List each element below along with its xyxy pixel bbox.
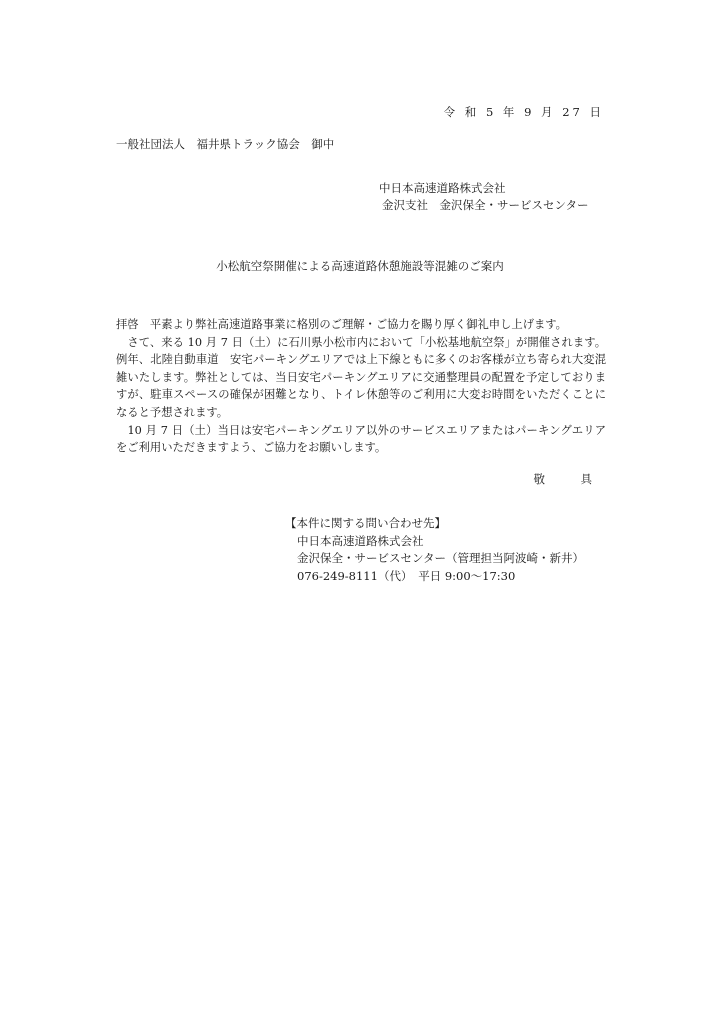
contact-phone: 076-249-8111（代） 平日 9:00～17:30 xyxy=(297,568,516,583)
letter-date: 令 和 5 年 9 月 27 日 xyxy=(443,105,604,119)
recipient: 一般社団法人 福井県トラック協会 御中 xyxy=(116,137,335,151)
body-paragraph-request: 10 月 7 日（土）当日は安宅パーキングエリア以外のサービスエリアまたはパーキングエリアをご利用いただきますよう、ご協力をお願いします。 xyxy=(116,423,606,455)
body-paragraph-greeting: 拝啓 平素より弊社高速道路事業に格別のご理解・ご協力を賜り厚く御礼申し上げます。 xyxy=(116,318,567,331)
letter-closing: 敬 具 xyxy=(533,472,604,486)
sender-office: 金沢支社 金沢保全・サービスセンター xyxy=(382,198,589,212)
contact-heading: 【本件に関する問い合わせ先】 xyxy=(285,516,446,530)
contact-block xyxy=(285,515,584,585)
letter-body xyxy=(116,316,606,457)
sender-company: 中日本高速道路株式会社 xyxy=(379,181,506,195)
sender-block xyxy=(379,180,589,214)
body-paragraph-main: さて、来る 10 月 7 日（土）に石川県小松市内において「小松基地航空祭」が開催されます。例年、北陸自動車道 安宅パーキングエリアでは上下線ともに多くのお客様が立ち寄られ大変混雑いたします。弊社としては、当日安宅パーキングエリアに交通整理員の配置を予定しておりますが、駐車スペースの確保が困難となり、トイレ休憩等のご利用に大変お時間をいただくことになると予想されます。 xyxy=(116,335,606,419)
contact-office: 金沢保全・サービスセンター（管理担当阿波崎・新井） xyxy=(297,551,585,565)
letter-subject: 小松航空祭開催による高速道路休憩施設等混雑のご案内 xyxy=(216,259,504,273)
contact-company: 中日本高速道路株式会社 xyxy=(297,533,424,548)
